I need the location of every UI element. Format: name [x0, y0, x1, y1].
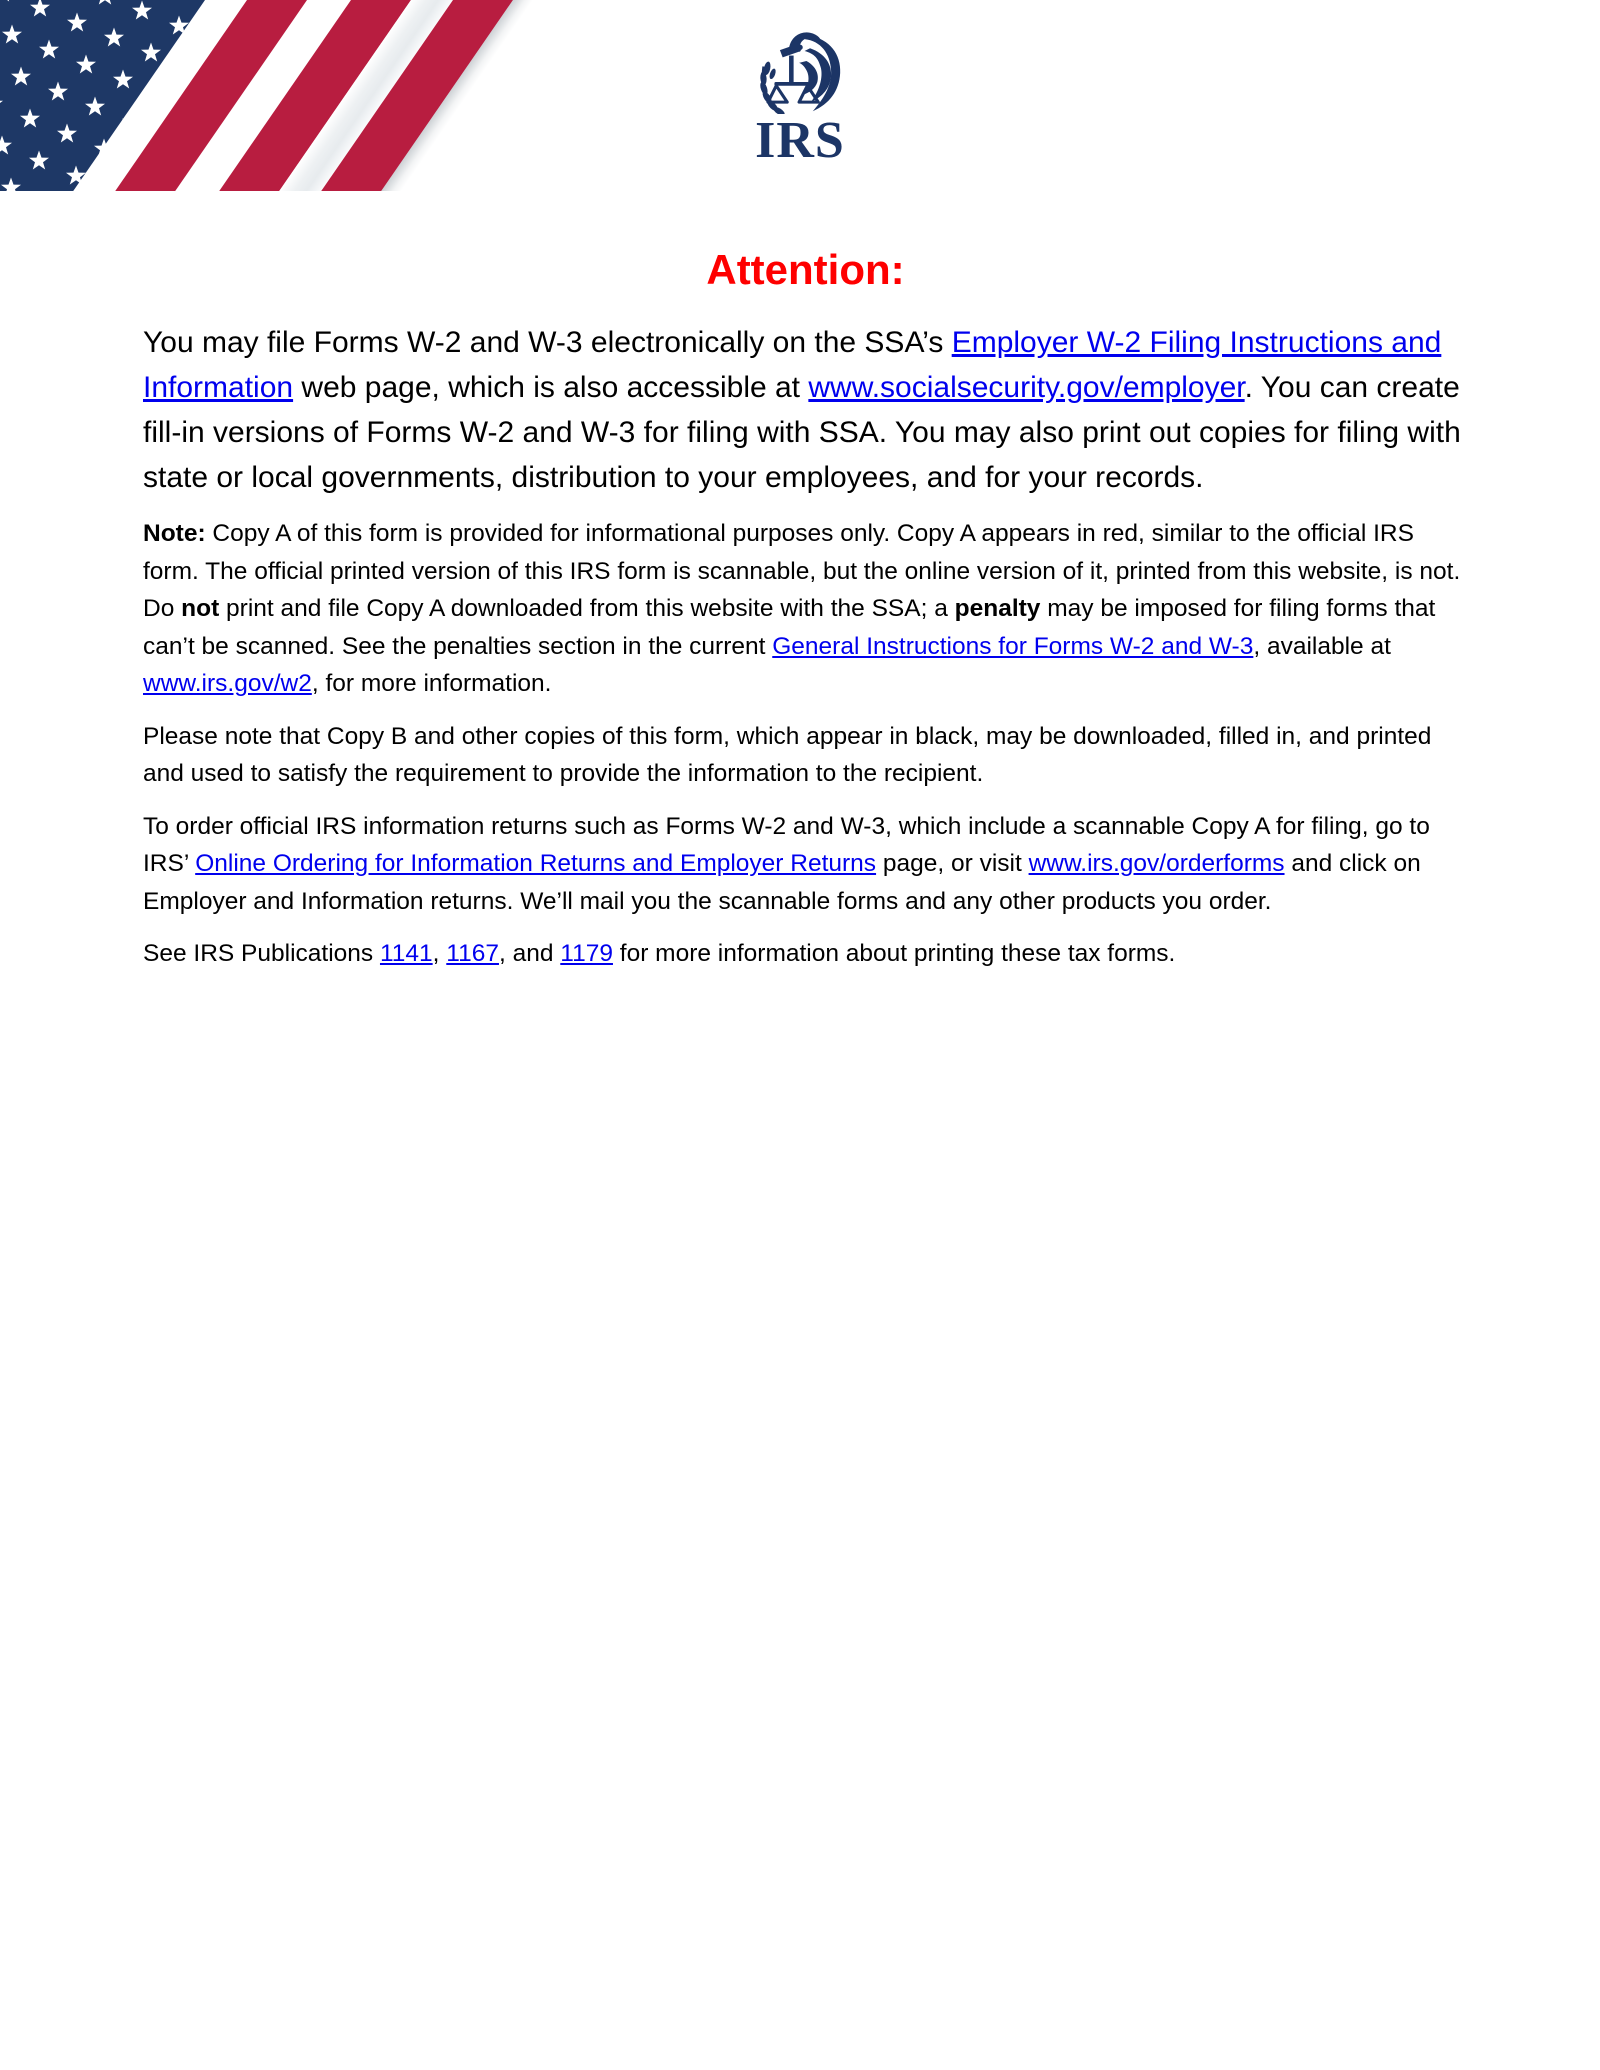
text-run: Copy A of this form is provided for informational purposes only. Copy A appears in red, similar to the official IRS form. The official printed version of this IRS form is scannable, but the online version of it, printed from this website, is not. Do — [143, 520, 1461, 622]
text-run: , for more information. — [311, 670, 552, 697]
paragraph — [143, 935, 1468, 973]
text-run: To order official IRS information returns such as Forms W-2 and W-3, which include a scannable Copy A for filing, go to IRS’ — [143, 812, 1430, 877]
text-run: You may file Forms W-2 and W-3 electronically on the SSA’s — [143, 326, 952, 359]
text-run: , and — [498, 940, 561, 967]
inline-link[interactable]: www.socialsecurity.gov/employer — [808, 371, 1245, 404]
irs-logo-text: IRS — [755, 112, 845, 169]
paragraph — [143, 808, 1468, 921]
inline-link[interactable]: 1141 — [379, 940, 433, 967]
paragraph — [143, 515, 1468, 703]
irs-logo — [753, 30, 848, 167]
eagle-wing-inner — [799, 61, 818, 95]
text-run: not — [181, 595, 220, 622]
text-run: and click on Employer and Information returns. We’ll mail you the scannable forms and any other products you order. — [143, 850, 1421, 915]
attention-heading: Attention: — [706, 246, 905, 293]
inline-link[interactable]: 1179 — [560, 940, 613, 967]
text-run: Please note that Copy B and other copies of this form, which appear in black, may be downloaded, filled in, and printed and used to satisfy the requirement to provide the information to the recipient. — [143, 722, 1432, 787]
flag-star-icon — [224, 115, 244, 134]
inline-link[interactable]: Online Ordering for Information Returns and Employer Returns — [195, 850, 877, 877]
text-run: print and file Copy A downloaded from this website with the SSA; a — [219, 595, 955, 622]
inline-link[interactable]: General Instructions for Forms W-2 and W-3 — [772, 632, 1254, 660]
flag-star-icon — [178, 58, 198, 77]
text-run: may be imposed for filing forms that can’t be scanned. See the penalties section in the current — [143, 595, 1436, 660]
inline-link[interactable]: Employer W-2 Filing Instructions and Information — [143, 326, 1442, 404]
paragraph — [143, 718, 1468, 793]
text-run: , — [432, 940, 447, 967]
text-run: for more information about printing these tax forms. — [612, 940, 1176, 967]
text-run: page, or visit — [876, 850, 1029, 877]
body-paragraphs — [143, 320, 1468, 973]
text-run: Note: — [143, 520, 206, 547]
paragraph — [143, 320, 1468, 500]
text-run: web page, which is also accessible at — [293, 371, 809, 404]
inline-link[interactable]: www.irs.gov/w2 — [143, 670, 312, 697]
us-flag-graphic — [0, 0, 535, 191]
text-run: . You can create fill-in versions of Forms W-2 and W-3 for filing with SSA. You may also print out copies for filing with state or local governments, distribution to your employees, and for your records. — [143, 371, 1461, 494]
inline-link[interactable]: www.irs.gov/orderforms — [1028, 850, 1285, 877]
text-run: See IRS Publications — [143, 940, 380, 967]
flag-star-icon — [150, 85, 170, 104]
notice-content — [143, 246, 1468, 988]
inline-link[interactable]: 1167 — [446, 940, 499, 967]
scales-left-pan — [768, 86, 787, 102]
text-run: penalty — [954, 595, 1041, 622]
text-run: , available at — [1253, 632, 1391, 660]
irs-eagle-icon — [753, 30, 848, 114]
